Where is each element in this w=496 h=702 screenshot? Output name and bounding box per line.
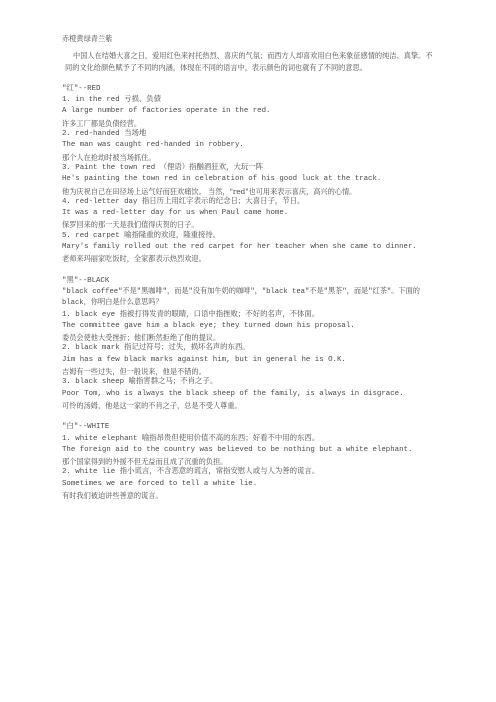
red-example-4: It was a red-letter day for us when Paul came home. (62, 209, 289, 218)
red-example-1: A large number of factories operate in the red. (62, 107, 271, 116)
black-translation-1: 委员会使他大受挫折；他们断然拒绝了他的提议。 (62, 333, 221, 343)
white-translation-1: 那个国家得到的外援不但无益而且成了沉重的负担。 (62, 457, 228, 467)
white-translation-2: 有时我们被迫讲些善意的谎言。 (62, 490, 163, 500)
red-item-3: 3. Paint the town red （俚语）指酗酒狂欢，大玩一阵 (62, 163, 264, 172)
white-example-1: The foreign aid to the country was believed to be nothing but a white elephant. (62, 445, 413, 454)
section-header-white: "白"--WHITE (62, 423, 110, 432)
red-translation-5: 老师来玛丽家吃饭时，全家都表示热烈欢迎。 (62, 254, 206, 264)
red-translation-1: 许多工厂都是负债经营。 (62, 118, 142, 128)
red-item-5: 5. red carpet 喻指隆重的欢迎，隆重接待。 (62, 231, 221, 240)
red-example-5: Mary's family rolled out the red carpet for her teacher when she came to dinner. (62, 243, 417, 252)
section-header-red: "红"--RED (62, 84, 101, 93)
white-item-1: 1. white elephant 喻指昂贵但使用价值不高的东西；好看不中用的东西。 (62, 434, 320, 443)
red-translation-2: 那个人在抢劫时被当场抓住。 (62, 152, 156, 162)
black-item-2: 2. black mark 指记过符号；过失，损坏名声的东西。 (62, 344, 250, 353)
black-intro-paragraph: "black coffee"不是"黑咖啡"，而是"没有加牛奶的咖啡"，"black tea"不是"黑茶"，而是"红茶"。下面的 black，你明白是什么意思吗？ (62, 287, 420, 308)
black-translation-3: 可怜的汤姆，他是这一家的不肖之子，总是不受人尊重。 (62, 400, 242, 410)
black-example-3: Poor Tom, who is always the black sheep of the family, is always in disgrace. (62, 389, 404, 398)
section-header-black: "黑"--BLACK (62, 276, 110, 285)
white-example-2: Sometimes we are forced to tell a white lie. (62, 479, 258, 488)
black-example-2: Jim has a few black marks against him, but in general he is O.K. (62, 355, 346, 364)
black-translation-2: 吉姆有一些过失，但一般说来，他是不错的。 (62, 367, 206, 377)
red-example-2: The man was caught red-handed in robbery. (62, 141, 244, 150)
red-example-3: He's painting the town red in celebration of his good luck at the track. (62, 175, 382, 184)
black-item-3: 3. black sheep 喻指害群之马；不肖之子。 (62, 378, 218, 387)
red-item-2: 2. red-handed 当场地 (62, 130, 147, 139)
intro-paragraph: 中国人在结婚大喜之日，爱用红色来衬托热烈、喜庆的气氛；而西方人却喜欢用白色来象征感情的纯洁、真挚。不同的文化给颜色赋予了不同的内涵，体现在不同的语言中，表示颜色的词也就有了不同的意思。 (65, 51, 433, 72)
red-item-1: 1. in the red 亏损、负债 (62, 96, 162, 105)
red-item-4: 4. red-letter day 指日历上用红字表示的纪念日；大喜日子，节日。 (62, 197, 305, 206)
red-translation-4: 保罗回来的那一天是我们值得庆贺的日子。 (62, 220, 199, 230)
red-translation-3: 他为庆祝自己在田径场上运气好而狂欢痛饮。 当然，"red"也可用来表示喜庆，高兴的心情。 (62, 186, 357, 196)
black-item-1: 1. black eye 指被打得发青的眼睛，口语中指挫败；不好的名声，不体面。 (62, 310, 320, 319)
white-item-2: 2. white lie 指小谎言，不含恶意的谎言，常指安慰人或与人为善的谎言。 (62, 468, 320, 477)
doc-title: 赤橙黄绿青兰紫 (62, 34, 113, 43)
black-example-1: The committee gave him a black eye; they turned down his proposal. (62, 321, 355, 330)
